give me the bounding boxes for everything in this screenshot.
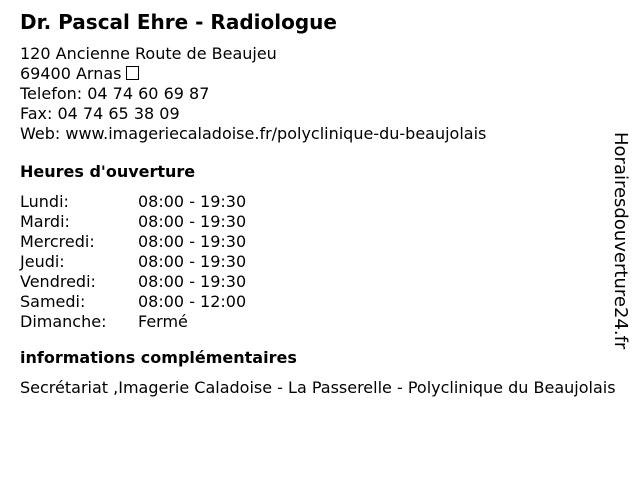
hours-row-jeudi: [20, 252, 612, 272]
time-value: Fermé: [138, 312, 188, 331]
day-label: Dimanche:: [20, 312, 107, 331]
day-label: Mardi:: [20, 212, 70, 231]
hours-row-vendredi: [20, 272, 612, 292]
hours-table: [20, 192, 612, 332]
page-title: Dr. Pascal Ehre - Radiologue: [20, 10, 337, 34]
street-address: 120 Ancienne Route de Beaujeu: [20, 44, 277, 63]
business-card: [20, 10, 616, 398]
time-value: 08:00 - 19:30: [138, 192, 247, 211]
fax-line: Fax: 04 74 65 38 09: [20, 104, 180, 123]
web-line[interactable]: Web: www.imageriecaladoise.fr/polyclinique-du-beaujolais: [20, 124, 487, 143]
hours-row-lundi: [20, 192, 612, 212]
hours-row-dimanche: [20, 312, 612, 332]
day-label: Mercredi:: [20, 232, 95, 251]
city-text: 69400 Arnas: [20, 64, 122, 83]
hours-title: Heures d'ouverture: [20, 162, 196, 181]
time-value: 08:00 - 19:30: [138, 232, 247, 251]
placeholder-box-icon: [126, 66, 139, 80]
city-line: [20, 64, 612, 84]
phone-line: Telefon: 04 74 60 69 87: [20, 84, 210, 103]
time-value: 08:00 - 19:30: [138, 272, 247, 291]
site-watermark: Horairesdouverture24.fr: [610, 132, 631, 350]
time-value: 08:00 - 19:30: [138, 252, 247, 271]
time-value: 08:00 - 19:30: [138, 212, 247, 231]
day-label: Lundi:: [20, 192, 69, 211]
hours-row-mercredi: [20, 232, 612, 252]
day-label: Samedi:: [20, 292, 86, 311]
time-value: 08:00 - 12:00: [138, 292, 247, 311]
info-title: informations complémentaires: [20, 348, 297, 367]
info-text: Secrétariat ,Imagerie Caladoise - La Passerelle - Polyclinique du Beaujolais: [20, 378, 616, 397]
address-block: [20, 44, 612, 144]
hours-row-mardi: [20, 212, 612, 232]
day-label: Jeudi:: [20, 252, 65, 271]
hours-row-samedi: [20, 292, 612, 312]
day-label: Vendredi:: [20, 272, 96, 291]
